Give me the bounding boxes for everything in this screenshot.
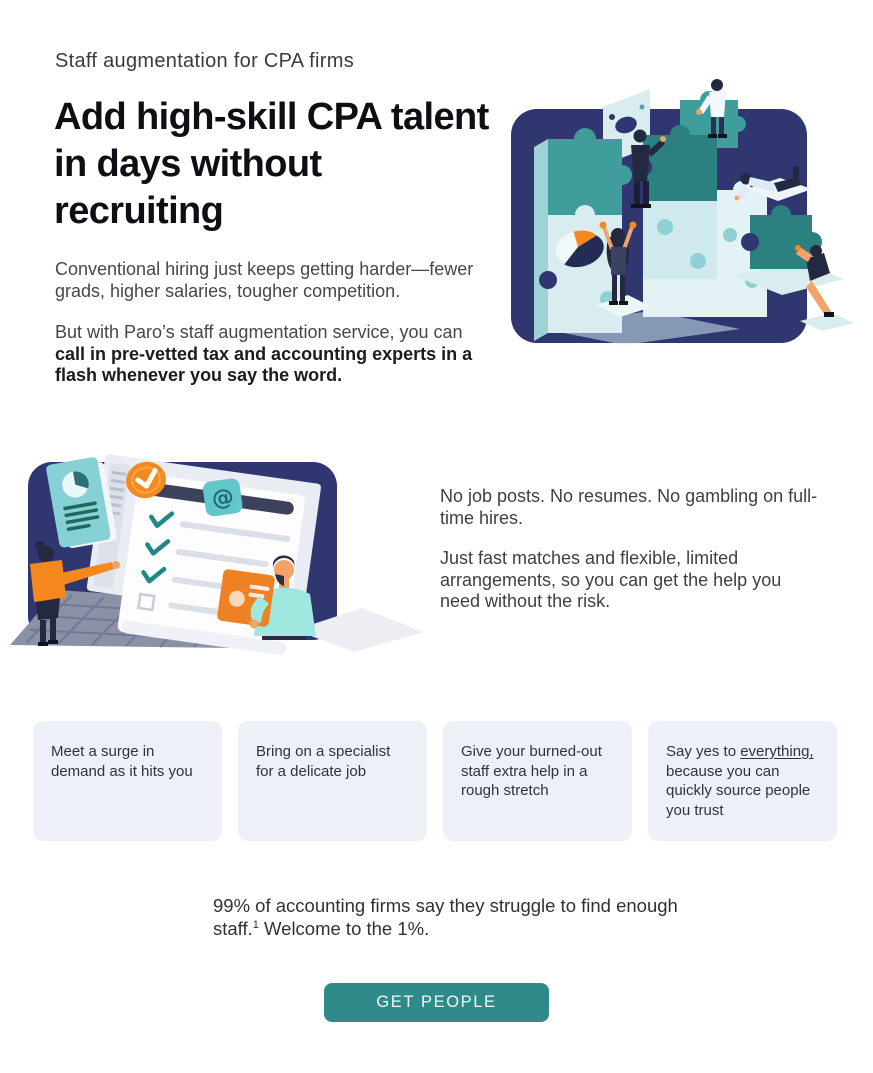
- closing-statement-text-2: Welcome to the 1%.: [258, 917, 430, 939]
- hero-paragraph-2: [55, 322, 473, 387]
- puzzle-teamwork-illustration: [500, 75, 860, 355]
- use-case-card-say-yes: [648, 721, 837, 841]
- use-case-card-text: Give your burned-out staff extra help in a rough stretch: [461, 743, 602, 799]
- profile-card-icon: [217, 569, 276, 628]
- get-people-button[interactable]: GET PEOPLE: [324, 983, 549, 1022]
- use-case-card-text: Bring on a specialist for a delicate job: [256, 743, 391, 780]
- email-tile: [202, 478, 244, 518]
- hero-paragraph-2-regular: But with Paro’s staff augmentation service, you can: [55, 322, 463, 342]
- everything-link[interactable]: everything,: [740, 743, 814, 760]
- hero-paragraph-1: Conventional hiring just keeps getting harder—fewer grads, higher salaries, tougher competition.: [55, 259, 474, 301]
- hero-paragraph-2-bold: call in pre-vetted tax and accounting experts in a flash whenever you say the word.: [55, 343, 473, 385]
- at-icon: @: [210, 484, 236, 513]
- use-case-card-text-prefix: Say yes to: [666, 743, 741, 760]
- use-case-card-specialist: [238, 721, 427, 841]
- footnote-superscript: 1: [252, 918, 259, 931]
- hero-eyebrow: Staff augmentation for CPA firms: [55, 50, 354, 72]
- use-case-card-text-suffix: because you can quickly source people you trust: [666, 762, 811, 819]
- use-case-cards-row: [33, 721, 837, 841]
- use-case-card-text: Meet a surge in demand as it hits you: [51, 743, 193, 780]
- benefits-paragraph-2: Just fast matches and flexible, limited arrangements, so you can get the help you need without the risk.: [440, 548, 782, 611]
- hero-heading: Add high-skill CPA talent in days without recruiting: [54, 96, 489, 232]
- laptop-checklist-illustration: [0, 438, 430, 670]
- closing-statement: [213, 895, 681, 940]
- benefits-text-block: [440, 486, 825, 613]
- benefits-paragraph-1: No job posts. No resumes. No gambling on full-time hires.: [440, 486, 818, 528]
- use-case-card-surge: [33, 721, 222, 841]
- closing-statement-text: 99% of accounting firms say they struggle to find enough staff.: [213, 895, 678, 939]
- use-case-card-burnout: [443, 721, 632, 841]
